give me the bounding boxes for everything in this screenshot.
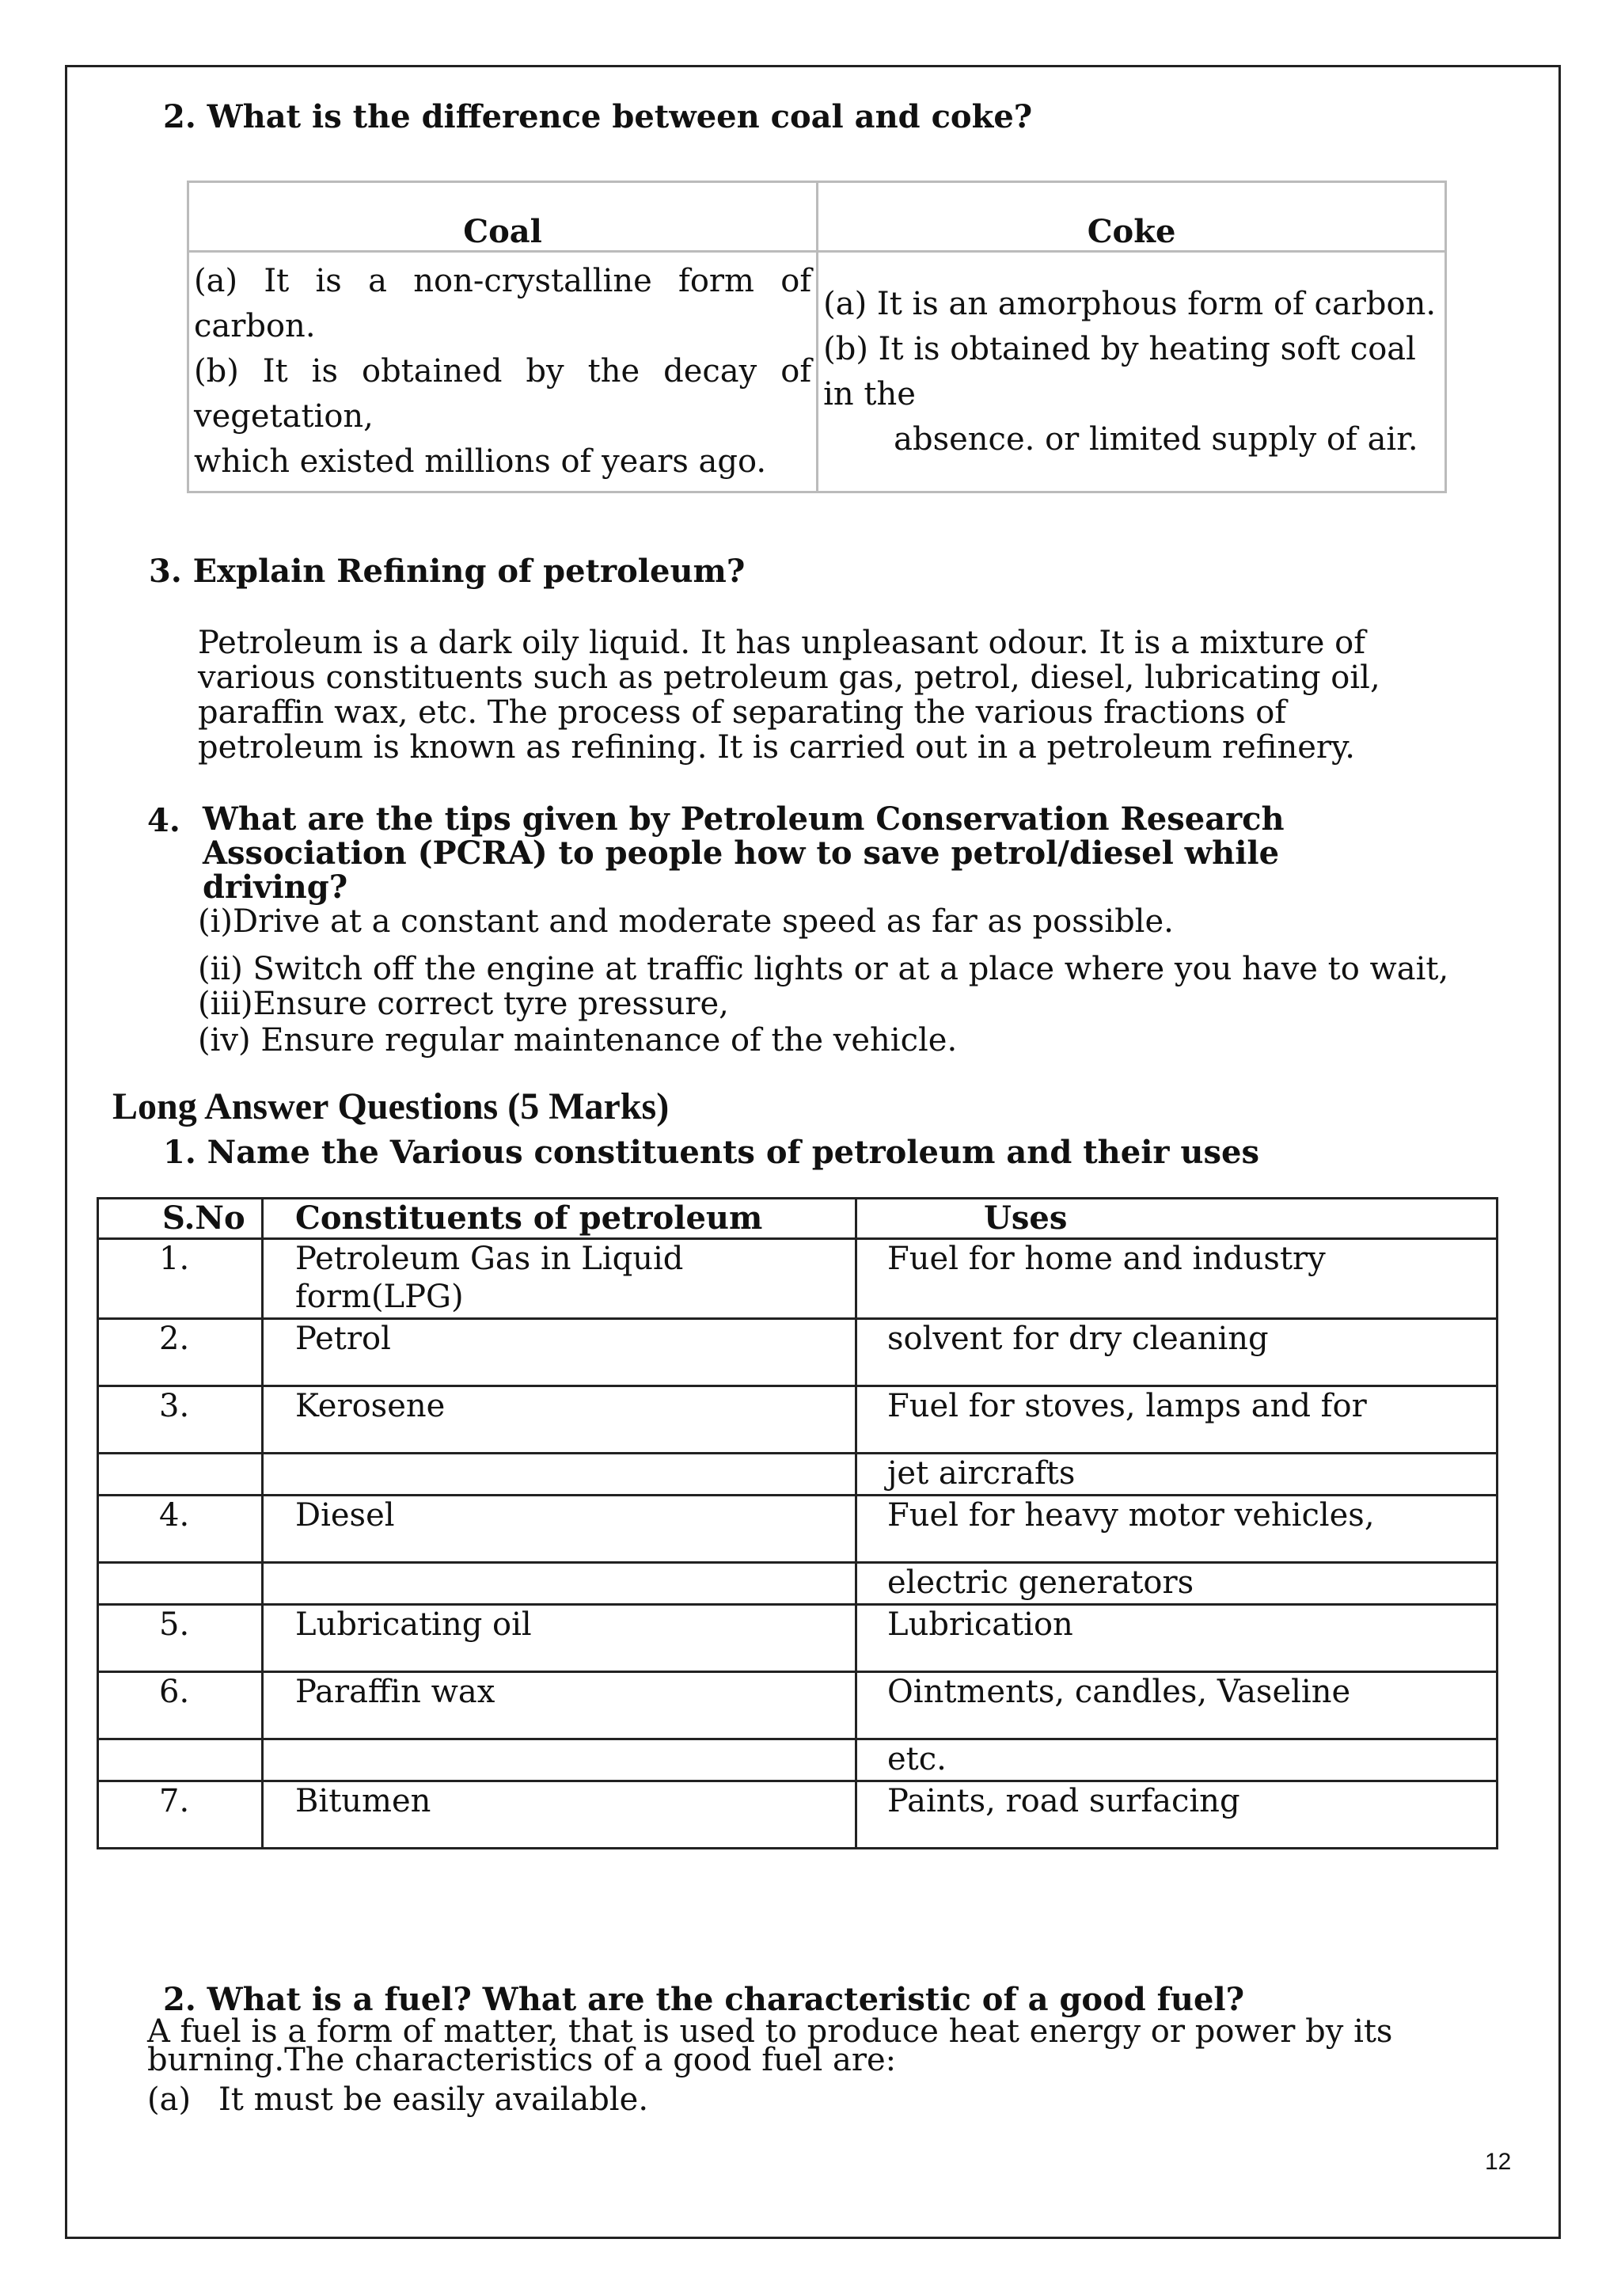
- question-4-number: 4.: [147, 802, 180, 839]
- table-row: [98, 1319, 1498, 1386]
- constituent-cell: [263, 1563, 856, 1605]
- coke-point-a: (a) It is an amorphous form of carbon.: [823, 285, 1437, 322]
- constituent-cell: [263, 1739, 856, 1781]
- coke-point-b: (b) It is obtained by heating soft coal in the: [823, 330, 1416, 412]
- uses-cell: Fuel for heavy motor vehicles,: [856, 1496, 1498, 1563]
- constituent-cell: Paraffin wax: [263, 1672, 856, 1739]
- tip-1: (i)Drive at a constant and moderate speed as far as possible.: [198, 903, 1174, 940]
- uses-cell: solvent for dry cleaning: [856, 1319, 1498, 1386]
- question-3-answer: Petroleum is a dark oily liquid. It has unpleasant odour. It is a mixture of various constituents such as petroleum gas, petrol, diesel, lubricating oil, paraffin wax, etc. The process of separating the various fractions of petroleum is known as refining. It is carried out in a petroleum refinery.: [198, 625, 1380, 766]
- sno-cell: 7.: [98, 1781, 263, 1849]
- table-row: [98, 1239, 1498, 1319]
- tip-4: (iv) Ensure regular maintenance of the vehicle.: [198, 1022, 958, 1059]
- constituent-cell: Petrol: [263, 1319, 856, 1386]
- coal-header: Coal: [188, 182, 818, 252]
- table-row: [98, 1563, 1498, 1605]
- fuel-item-a-label: (a): [147, 2081, 192, 2118]
- uses-cell: jet aircrafts: [856, 1454, 1498, 1496]
- sno-cell: [98, 1563, 263, 1605]
- sno-cell: 1.: [98, 1239, 263, 1319]
- coke-header: Coke: [818, 182, 1446, 252]
- coal-point-b-cont: which existed millions of years ago.: [194, 443, 767, 480]
- uses-cell: etc.: [856, 1739, 1498, 1781]
- tip-2: (ii) Switch off the engine at traffic lights or at a place where you have to wait,: [198, 951, 1449, 987]
- sno-cell: 5.: [98, 1605, 263, 1672]
- sno-header: S.No: [98, 1199, 263, 1239]
- constituent-cell: Diesel: [263, 1496, 856, 1563]
- table-row: [98, 1781, 1498, 1849]
- table-row: [98, 1496, 1498, 1563]
- fuel-question-title: 2. What is a fuel? What are the characteristic of a good fuel?: [163, 1981, 1245, 2018]
- uses-cell: Ointments, candles, Vaseline: [856, 1672, 1498, 1739]
- sno-cell: [98, 1739, 263, 1781]
- uses-header: Uses: [856, 1199, 1498, 1239]
- constituent-cell: Kerosene: [263, 1386, 856, 1454]
- question-4-title: What are the tips given by Petroleum Conservation Research Association (PCRA) to people how to save petrol/diesel while driving?: [203, 800, 1285, 906]
- uses-cell: Lubrication: [856, 1605, 1498, 1672]
- petroleum-constituents-table: [97, 1197, 1498, 1849]
- uses-cell: Fuel for stoves, lamps and for: [856, 1386, 1498, 1454]
- table-row: [98, 1454, 1498, 1496]
- sno-cell: 4.: [98, 1496, 263, 1563]
- constituent-cell: Bitumen: [263, 1781, 856, 1849]
- uses-cell: Paints, road surfacing: [856, 1781, 1498, 1849]
- question-2-title: 2. What is the difference between coal and coke?: [163, 98, 1033, 135]
- table-row: [98, 1672, 1498, 1739]
- coke-cell: [818, 252, 1446, 492]
- table-row: [98, 1386, 1498, 1454]
- uses-cell: electric generators: [856, 1563, 1498, 1605]
- long-answer-q1-title: 1. Name the Various constituents of petroleum and their uses: [163, 1134, 1259, 1171]
- tip-3: (iii)Ensure correct tyre pressure,: [198, 986, 729, 1022]
- sno-cell: 3.: [98, 1386, 263, 1454]
- constituents-header: Constituents of petroleum: [263, 1199, 856, 1239]
- coal-coke-table: [187, 181, 1447, 493]
- fuel-answer: A fuel is a form of matter, that is used to produce heat energy or power by its burning.The characteristics of a good fuel are:: [147, 2013, 1393, 2078]
- constituent-cell: Petroleum Gas in Liquid form(LPG): [263, 1239, 856, 1319]
- uses-cell: Fuel for home and industry: [856, 1239, 1498, 1319]
- page-number: 12: [1485, 2149, 1512, 2175]
- coal-point-a: (a) It is a non-crystalline form of carbon.: [194, 263, 812, 344]
- sno-cell: 2.: [98, 1319, 263, 1386]
- sno-cell: [98, 1454, 263, 1496]
- coal-point-b: (b) It is obtained by the decay of vegetation,: [194, 353, 812, 435]
- constituent-cell: Lubricating oil: [263, 1605, 856, 1672]
- fuel-item-a-text: It must be easily available.: [218, 2081, 649, 2118]
- constituent-cell: [263, 1454, 856, 1496]
- coal-cell: [188, 252, 818, 492]
- table-row: [98, 1605, 1498, 1672]
- sno-cell: 6.: [98, 1672, 263, 1739]
- coke-point-b-cont: absence. or limited supply of air.: [823, 420, 1418, 458]
- question-3-title: 3. Explain Refining of petroleum?: [149, 553, 746, 590]
- table-row: [98, 1739, 1498, 1781]
- long-answer-heading: Long Answer Questions (5 Marks): [112, 1085, 670, 1127]
- table-header-row: [98, 1199, 1498, 1239]
